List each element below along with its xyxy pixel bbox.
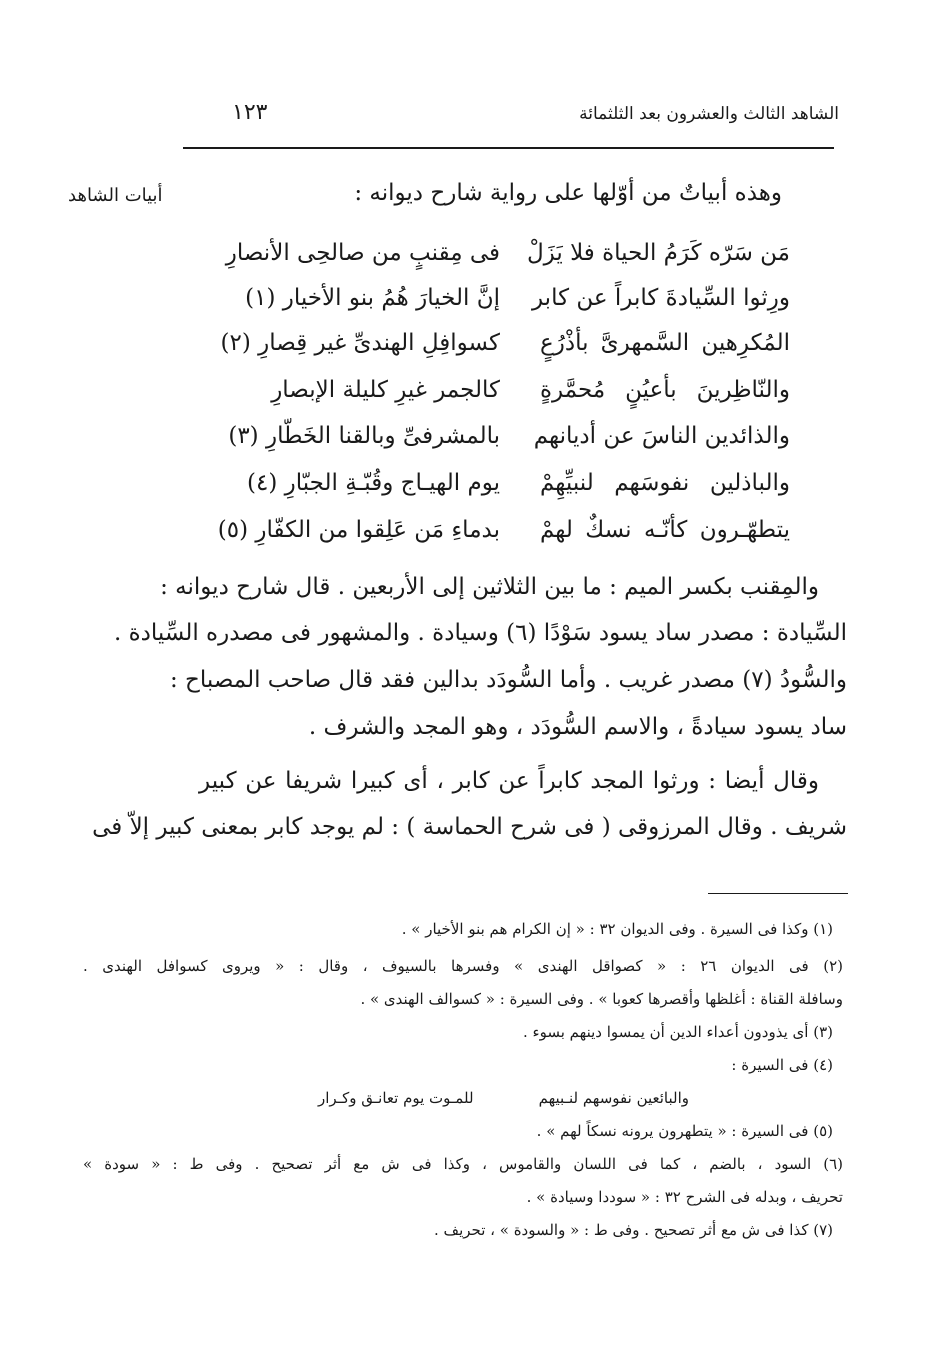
footnote-6: (٦) السود ، بالضم ، كما فى اللسان والقاموس ، وكذا فى ش مع أثر تصحيح . وفى ط : « سودة »	[83, 1155, 843, 1173]
footnote-1: (١) وكذا فى السيرة . وفى الديوان ٣٢ : « إن الكرام هم بنو الأخيار » .	[401, 920, 833, 938]
verse-hemistich-left: يوم الهيـاج وقُبّـةِ الجبّارِ (٤)	[246, 470, 500, 496]
prose-line: ساد يسود سيادةً ، والاسم السُّودَد ، وهو المجد والشرف .	[308, 714, 847, 740]
verse-hemistich-right: المُكرِهين السَّمهرىَّ بأذْرُعٍ	[540, 330, 790, 356]
verse-hemistich-left: بالمشرفىِّ وبالقنا الخَطّارِ (٣)	[228, 423, 500, 449]
prose-line: السِّيادة : مصدر ساد يسود سَوْدًا (٦) وسيادة . والمشهور فى مصدره السِّيادة .	[113, 620, 847, 646]
footnote-rule	[708, 893, 848, 894]
verse-hemistich-right: مَن سَرّه كَرَمُ الحياة فلا يَزَلْ	[526, 240, 790, 266]
prose-line: وقال أيضا : ورثوا المجد كابراً عن كابر ، أى كبيرا شريفا عن كبير	[199, 768, 819, 794]
margin-note: أبيات الشاهد	[68, 185, 163, 206]
footnote-2: (٢) فى الديوان ٢٦ : « كصواقل الهندى » وفسرها بالسيوف ، وقال : « ويروى كسوافل الهندى .	[83, 957, 843, 975]
header-rule	[183, 147, 834, 149]
verse-hemistich-left: بدماءِ مَن عَلِقوا من الكفّارِ (٥)	[217, 517, 500, 543]
footnote-4-verse-left: للمـوت يوم تعانـق وكـرار	[318, 1089, 474, 1107]
prose-line: والمِقنب بكسر الميم : ما بين الثلاثين إلى الأربعين . قال شارح ديوانه :	[160, 574, 819, 600]
footnote-4-verse-right: والبائعين نفوسهم لنـبيهم	[538, 1089, 689, 1107]
footnote-6-continued: تحريف ، وبدله فى الشرح ٣٢ : « سوددا وسيادة » .	[526, 1188, 843, 1206]
prose-line: والسُّودُ (٧) مصدر غريب . وأما السُّودَد بدالين فقد قال صاحب المصباح :	[169, 667, 847, 693]
footnote-5: (٥) فى السيرة : « يتطهرون يرونه نسكاً لهم » .	[536, 1122, 833, 1140]
intro-line: وهذه أبياتٌ من أوّلها على رواية شارح ديوانه :	[354, 180, 782, 206]
footnote-3: (٣) أى يذودون أعداء الدين أن يمسوا دينهم بسوء .	[523, 1023, 833, 1041]
verse-hemistich-right: ورِثوا السِّيادةَ كابراً عن كابر	[531, 285, 790, 311]
verse-hemistich-left: فى مِقنبٍ من صالحِى الأنصارِ	[225, 240, 500, 266]
verse-hemistich-left: كسوافِلِ الهندىِّ غير قِصارِ (٢)	[220, 330, 500, 356]
footnote-2-continued: وسافلة القناة : أغلظها وأقصرها كعوبا » . وفى السيرة : « كسوالف الهندى » .	[360, 990, 843, 1008]
verse-hemistich-left: كالجمر غيرِ كليلة الإبصارِ	[271, 377, 500, 403]
prose-line: شريف . وقال المرزوقى ( فى شرح الحماسة ) : لم يوجد كابر بمعنى كبير إلاّ فى	[92, 814, 847, 840]
page-number: ١٢٣	[232, 100, 268, 125]
verse-hemistich-left: إنَّ الخيارَ هُمُ بنو الأخيار (١)	[245, 285, 500, 311]
verse-hemistich-right: يتطهّـرون كأنّـه نسكٌ لهمْ	[540, 517, 790, 543]
verse-hemistich-right: والباذلين نفوسَهم لنبيِّهِمْ	[540, 470, 790, 496]
footnote-4: (٤) فى السيرة :	[731, 1056, 833, 1074]
verse-hemistich-right: والنّاظِرينَ بأعيُنٍ مُحمَّرةٍ	[540, 377, 790, 403]
verse-hemistich-right: والذائدين الناسَ عن أديانهم	[533, 423, 790, 449]
footnote-7: (٧) كذا فى ش مع أثر تصحيح . وفى ط : « والسودة » ، تحريف .	[434, 1221, 833, 1239]
running-title: الشاهد الثالث والعشرون بعد الثلثمائة	[579, 104, 839, 124]
